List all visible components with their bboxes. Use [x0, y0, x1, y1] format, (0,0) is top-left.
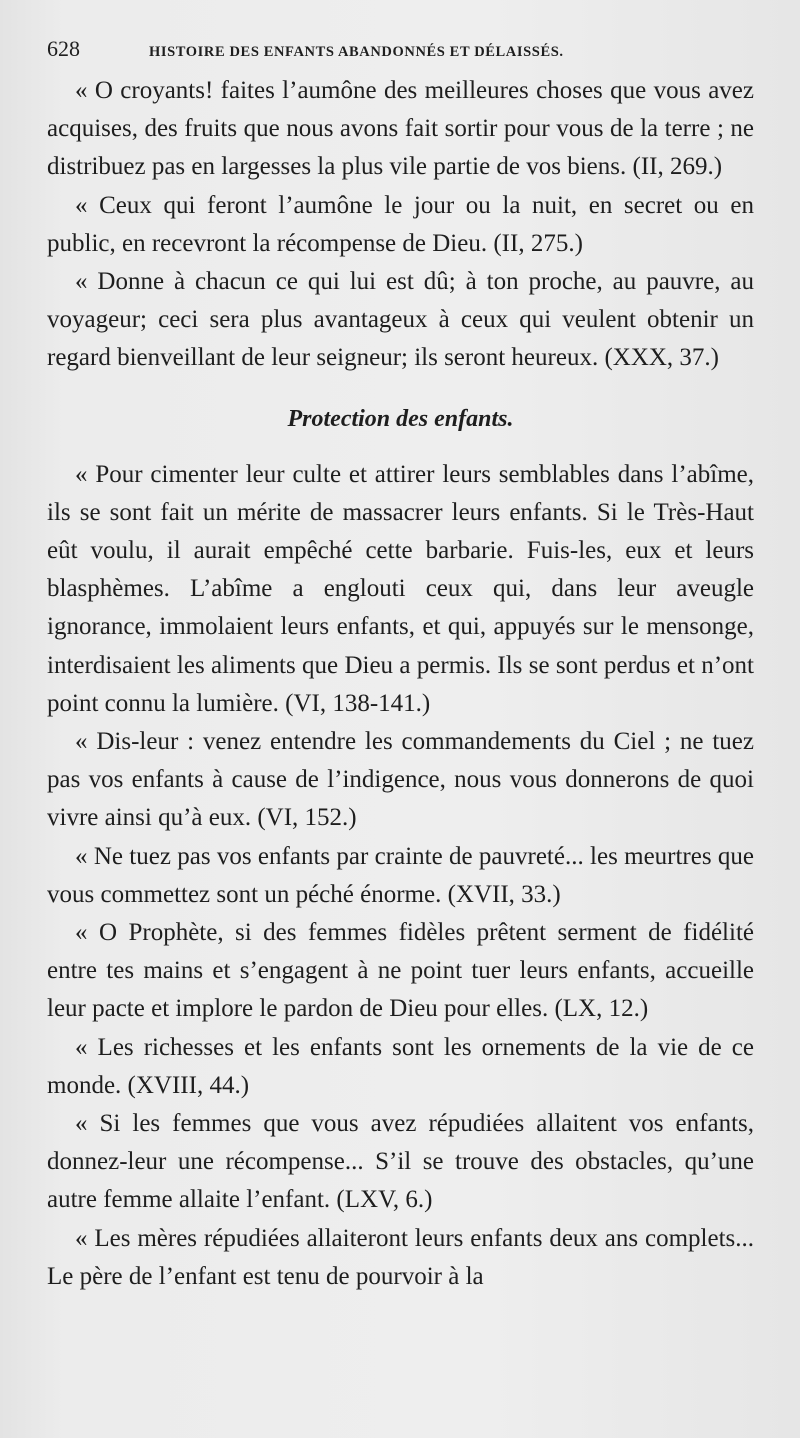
page-number: 628 [47, 36, 80, 61]
paragraph: « Les richesses et les enfants sont les ornements de la vie de ce monde. (XVIII, 44.) [47, 1033, 754, 1099]
paragraph: « O Prophète, si des femmes fidèles prêtent serment de fidélité entre tes mains et s’engagent à ne point tuer leurs enfants, accueille leur pacte et implore le pardon de Dieu pour elles. (LX, 12.) [47, 919, 754, 1023]
paragraph: « Ne tuez pas vos enfants par crainte de pauvreté... les meurtres que vous commettez sont un péché énorme. (XVII, 33.) [47, 842, 754, 908]
paragraph: « Les mères répudiées allaiteront leurs enfants deux ans complets... Le père de l’enfant est tenu de pourvoir à la [47, 1224, 754, 1290]
page-header [47, 36, 754, 72]
paragraph: « Pour cimenter leur culte et attirer leurs semblables dans l’abîme, ils se sont fait un mérite de massacrer leurs enfants. Si le Très-Haut eût voulu, il aurait empêché cette barbarie. Fuis-les, eux et leurs blasphèmes. L’abîme a englouti ceux qui, dans leur aveugle ignorance, immolaient leurs enfants, et qui, appuyés sur le mensonge, interdisaient les aliments que Dieu a permis. Ils se sont perdus et n’ont point connu la lumière. (VI, 138-141.) [47, 460, 754, 717]
paragraph: « Si les femmes que vous avez répudiées allaitent vos enfants, donnez-leur une récompense... S’il se trouve des obstacles, qu’une autre femme allaite l’enfant. (LXV, 6.) [47, 1110, 754, 1214]
paragraph: « O croyants! faites l’aumône des meilleures choses que vous avez acquises, des fruits que nous avons fait sortir pour vous de la terre ; ne distribuez pas en largesses la plus vile partie de vos biens. (II, 269.) [47, 77, 754, 181]
section-title: Protection des enfants. [287, 405, 514, 432]
page-body [47, 72, 754, 1296]
running-title: HISTOIRE DES ENFANTS ABANDONNÉS ET DÉLAISSÉS. [149, 44, 564, 60]
paragraph: « Ceux qui feront l’aumône le jour ou la nuit, en secret ou en public, en recevront la récompense de Dieu. (II, 275.) [47, 191, 754, 257]
paragraph: « Donne à chacun ce qui lui est dû; à ton proche, au pauvre, au voyageur; ceci sera plus avantageux à ceux qui veulent obtenir un regard bienveillant de leur seigneur; ils seront heureux. (XXX, 37.) [47, 268, 754, 372]
paragraph: « Dis-leur : venez entendre les commandements du Ciel ; ne tuez pas vos enfants à cause de l’indigence, nous vous donnerons de quoi vivre ainsi qu’à eux. (VI, 152.) [47, 728, 754, 832]
